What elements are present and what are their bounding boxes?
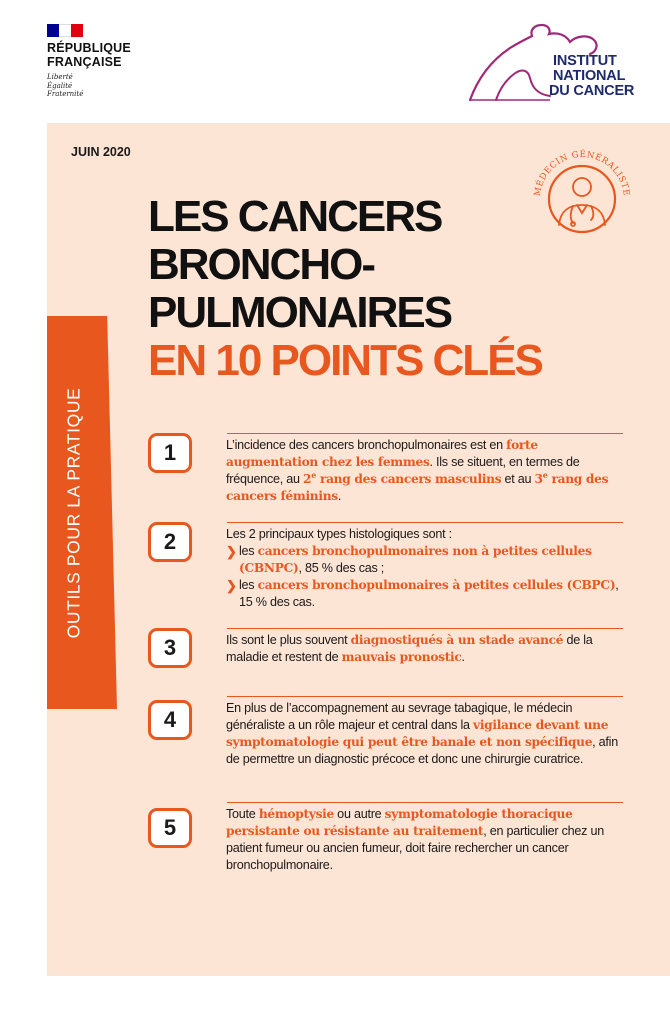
point-number-badge: 2 xyxy=(148,522,192,562)
page-title xyxy=(148,193,618,385)
republique-francaise-logo xyxy=(47,24,157,99)
republic-name: RÉPUBLIQUE FRANÇAISE xyxy=(47,41,131,69)
svg-text:MÉDECIN GÉNÉRALISTE xyxy=(533,148,631,197)
point-divider xyxy=(227,433,623,434)
title-line-3: PULMONAIRES xyxy=(148,288,452,337)
side-tab-label: OUTILS POUR LA PRATIQUE xyxy=(63,387,84,639)
point-number-badge: 1 xyxy=(148,433,192,473)
title-line-4: EN 10 POINTS CLÉS xyxy=(148,336,542,385)
point-number-badge: 5 xyxy=(148,808,192,848)
list-item: ❯ les cancers bronchopulmonaires non à petites cellules (CBNPC), 85 % des cas ; xyxy=(226,544,592,575)
institute-name: INSTITUT NATIONAL DU CANCER xyxy=(549,53,635,99)
republic-motto: Liberté Égalité Fraternité xyxy=(47,73,84,98)
point-text xyxy=(226,526,621,611)
point-text: Toute hémoptysie ou autre symptomatologie thoracique persistante ou résistante au traitement, en particulier chez un patient fumeur ou ancien fumeur, doit faire rechercher un cancer bronchopulmonaire. xyxy=(226,807,604,872)
chevron-right-icon: ❯ xyxy=(226,578,237,593)
point-intro: Les 2 principaux types histologiques sont : xyxy=(226,527,452,541)
point-divider xyxy=(227,522,623,523)
chevron-right-icon: ❯ xyxy=(226,544,237,559)
title-line-2: BRONCHO- xyxy=(148,240,374,289)
institut-national-du-cancer-logo xyxy=(466,22,636,104)
point-divider xyxy=(227,628,623,629)
french-flag-icon xyxy=(47,24,83,37)
point-divider xyxy=(227,802,623,803)
point-divider xyxy=(227,696,623,697)
point-text: Ils sont le plus souvent diagnostiqués à un stade avancé de la maladie et restent de mauvais pronostic. xyxy=(226,633,593,664)
publication-date: JUIN 2020 xyxy=(71,145,131,159)
point-number-badge: 3 xyxy=(148,628,192,668)
list-item: ❯ les cancers bronchopulmonaires à petites cellules (CBPC), 15 % des cas. xyxy=(226,578,619,609)
badge-label: MÉDECIN GÉNÉRALISTE xyxy=(532,149,631,197)
point-text: L’incidence des cancers bronchopulmonaires est en forte augmentation chez les femmes. Ils se situent, en termes de fréquence, au 2e rang des cancers masculins et au 3e rang des cancers féminins. xyxy=(226,438,609,503)
point-text: En plus de l’accompagnement au sevrage tabagique, le médecin généraliste a un rôle majeur et central dans la vigilance devant une symptomatologie qui peut être banale et non spécifique, afin de permettre un diagnostic précoce et donc une chirurgie curatrice. xyxy=(226,701,618,766)
title-line-1: LES CANCERS xyxy=(148,192,442,241)
point-number-badge: 4 xyxy=(148,700,192,740)
